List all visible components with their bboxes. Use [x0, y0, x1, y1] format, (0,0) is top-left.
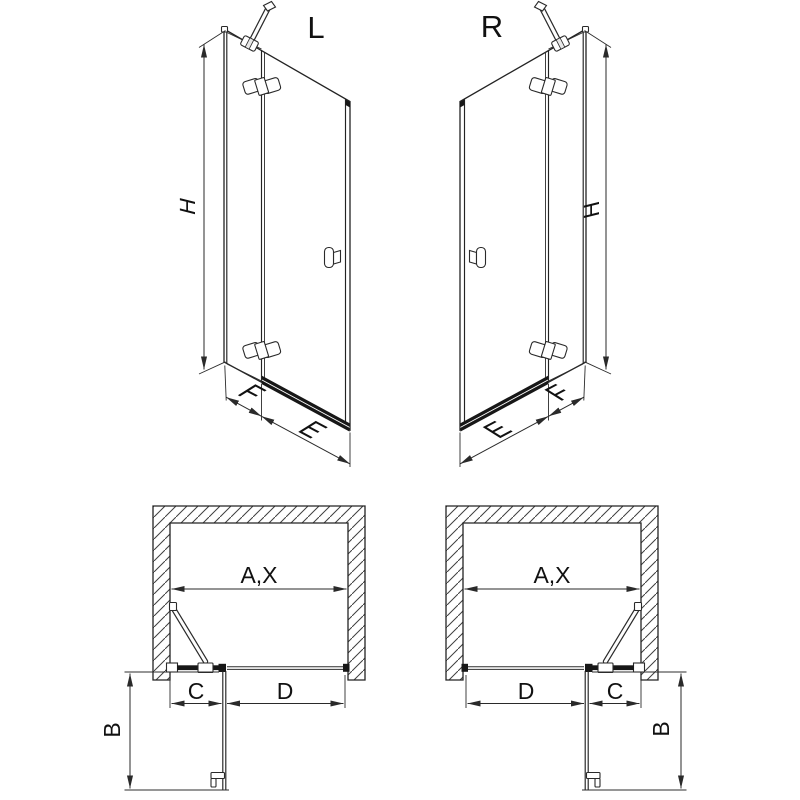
right-fixed-section-label: C [606, 678, 624, 704]
left-3d-door-drawing [199, 2, 350, 468]
right-fixed-width-label: F [537, 380, 580, 406]
right-depth-label: B [648, 721, 674, 737]
left-3d-view [175, 2, 350, 468]
right-opening-label: A,X [533, 562, 571, 588]
right-variant-label: R [480, 9, 504, 44]
left-plan-view [99, 506, 365, 791]
right-3d-door-drawing [460, 2, 611, 468]
right-door-section-label: D [517, 678, 535, 704]
left-door-width-label: E [290, 416, 335, 443]
left-fixed-width-label: F [230, 380, 273, 406]
right-3d-view [460, 2, 611, 468]
right-door-width-label: E [475, 416, 520, 443]
left-variant-label: L [307, 10, 325, 45]
left-opening-label: A,X [240, 562, 278, 588]
left-door-section-label: D [276, 678, 294, 704]
left-depth-label: B [99, 722, 125, 738]
right-height-label: H [579, 198, 604, 221]
left-fixed-section-label: C [187, 678, 205, 704]
left-plan-walls [153, 506, 365, 680]
right-plan-walls [446, 506, 658, 680]
right-plan-view [446, 506, 687, 791]
left-height-label: H [175, 195, 200, 218]
